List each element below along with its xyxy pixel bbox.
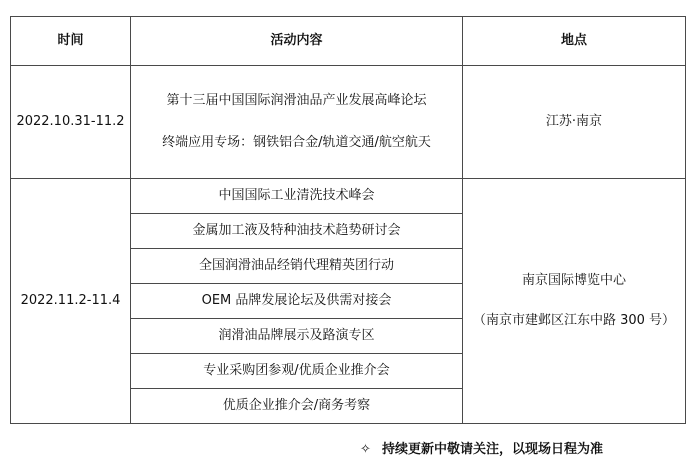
- table-header-row: [11, 17, 686, 66]
- activity-item: 润滑油品牌展示及路演专区: [131, 319, 463, 354]
- header-activity: 活动内容: [131, 17, 463, 66]
- activity-item: 优质企业推介会/商务考察: [131, 389, 463, 424]
- footer-note: [360, 438, 603, 457]
- venue-name: 南京国际博览中心: [521, 273, 626, 289]
- schedule-table: [10, 16, 686, 424]
- activity-item: 终端应用专场：钢铁铝合金/轨道交通/航空航天: [162, 135, 431, 150]
- time-cell: 2022.10.31-11.2: [11, 66, 131, 179]
- activity-item: 第十三届中国国际润滑油品产业发展高峰论坛: [166, 93, 427, 109]
- header-location: 地点: [463, 17, 686, 66]
- activity-item: 专业采购团参观/优质企业推介会: [131, 354, 463, 389]
- activity-item: 中国国际工业清洗技术峰会: [131, 179, 463, 214]
- location-cell: 江苏·南京: [463, 66, 686, 179]
- footer-text: 持续更新中敬请关注，以现场日程为准: [382, 442, 604, 457]
- activity-item: 全国润滑油品经销代理精英团行动: [131, 249, 463, 284]
- diamond-bullet-icon: ✧: [360, 442, 371, 457]
- time-cell: 2022.11.2-11.4: [11, 179, 131, 424]
- location-cell: [463, 179, 686, 424]
- table-row: [11, 66, 686, 179]
- activity-item: OEM 品牌发展论坛及供需对接会: [131, 284, 463, 319]
- table-row: [11, 179, 686, 214]
- venue-address: （南京市建邺区江东中路 300 号）: [472, 313, 676, 328]
- activity-cell: [131, 66, 463, 179]
- activity-item: 金属加工液及特种油技术趋势研讨会: [131, 214, 463, 249]
- header-time: 时间: [11, 17, 131, 66]
